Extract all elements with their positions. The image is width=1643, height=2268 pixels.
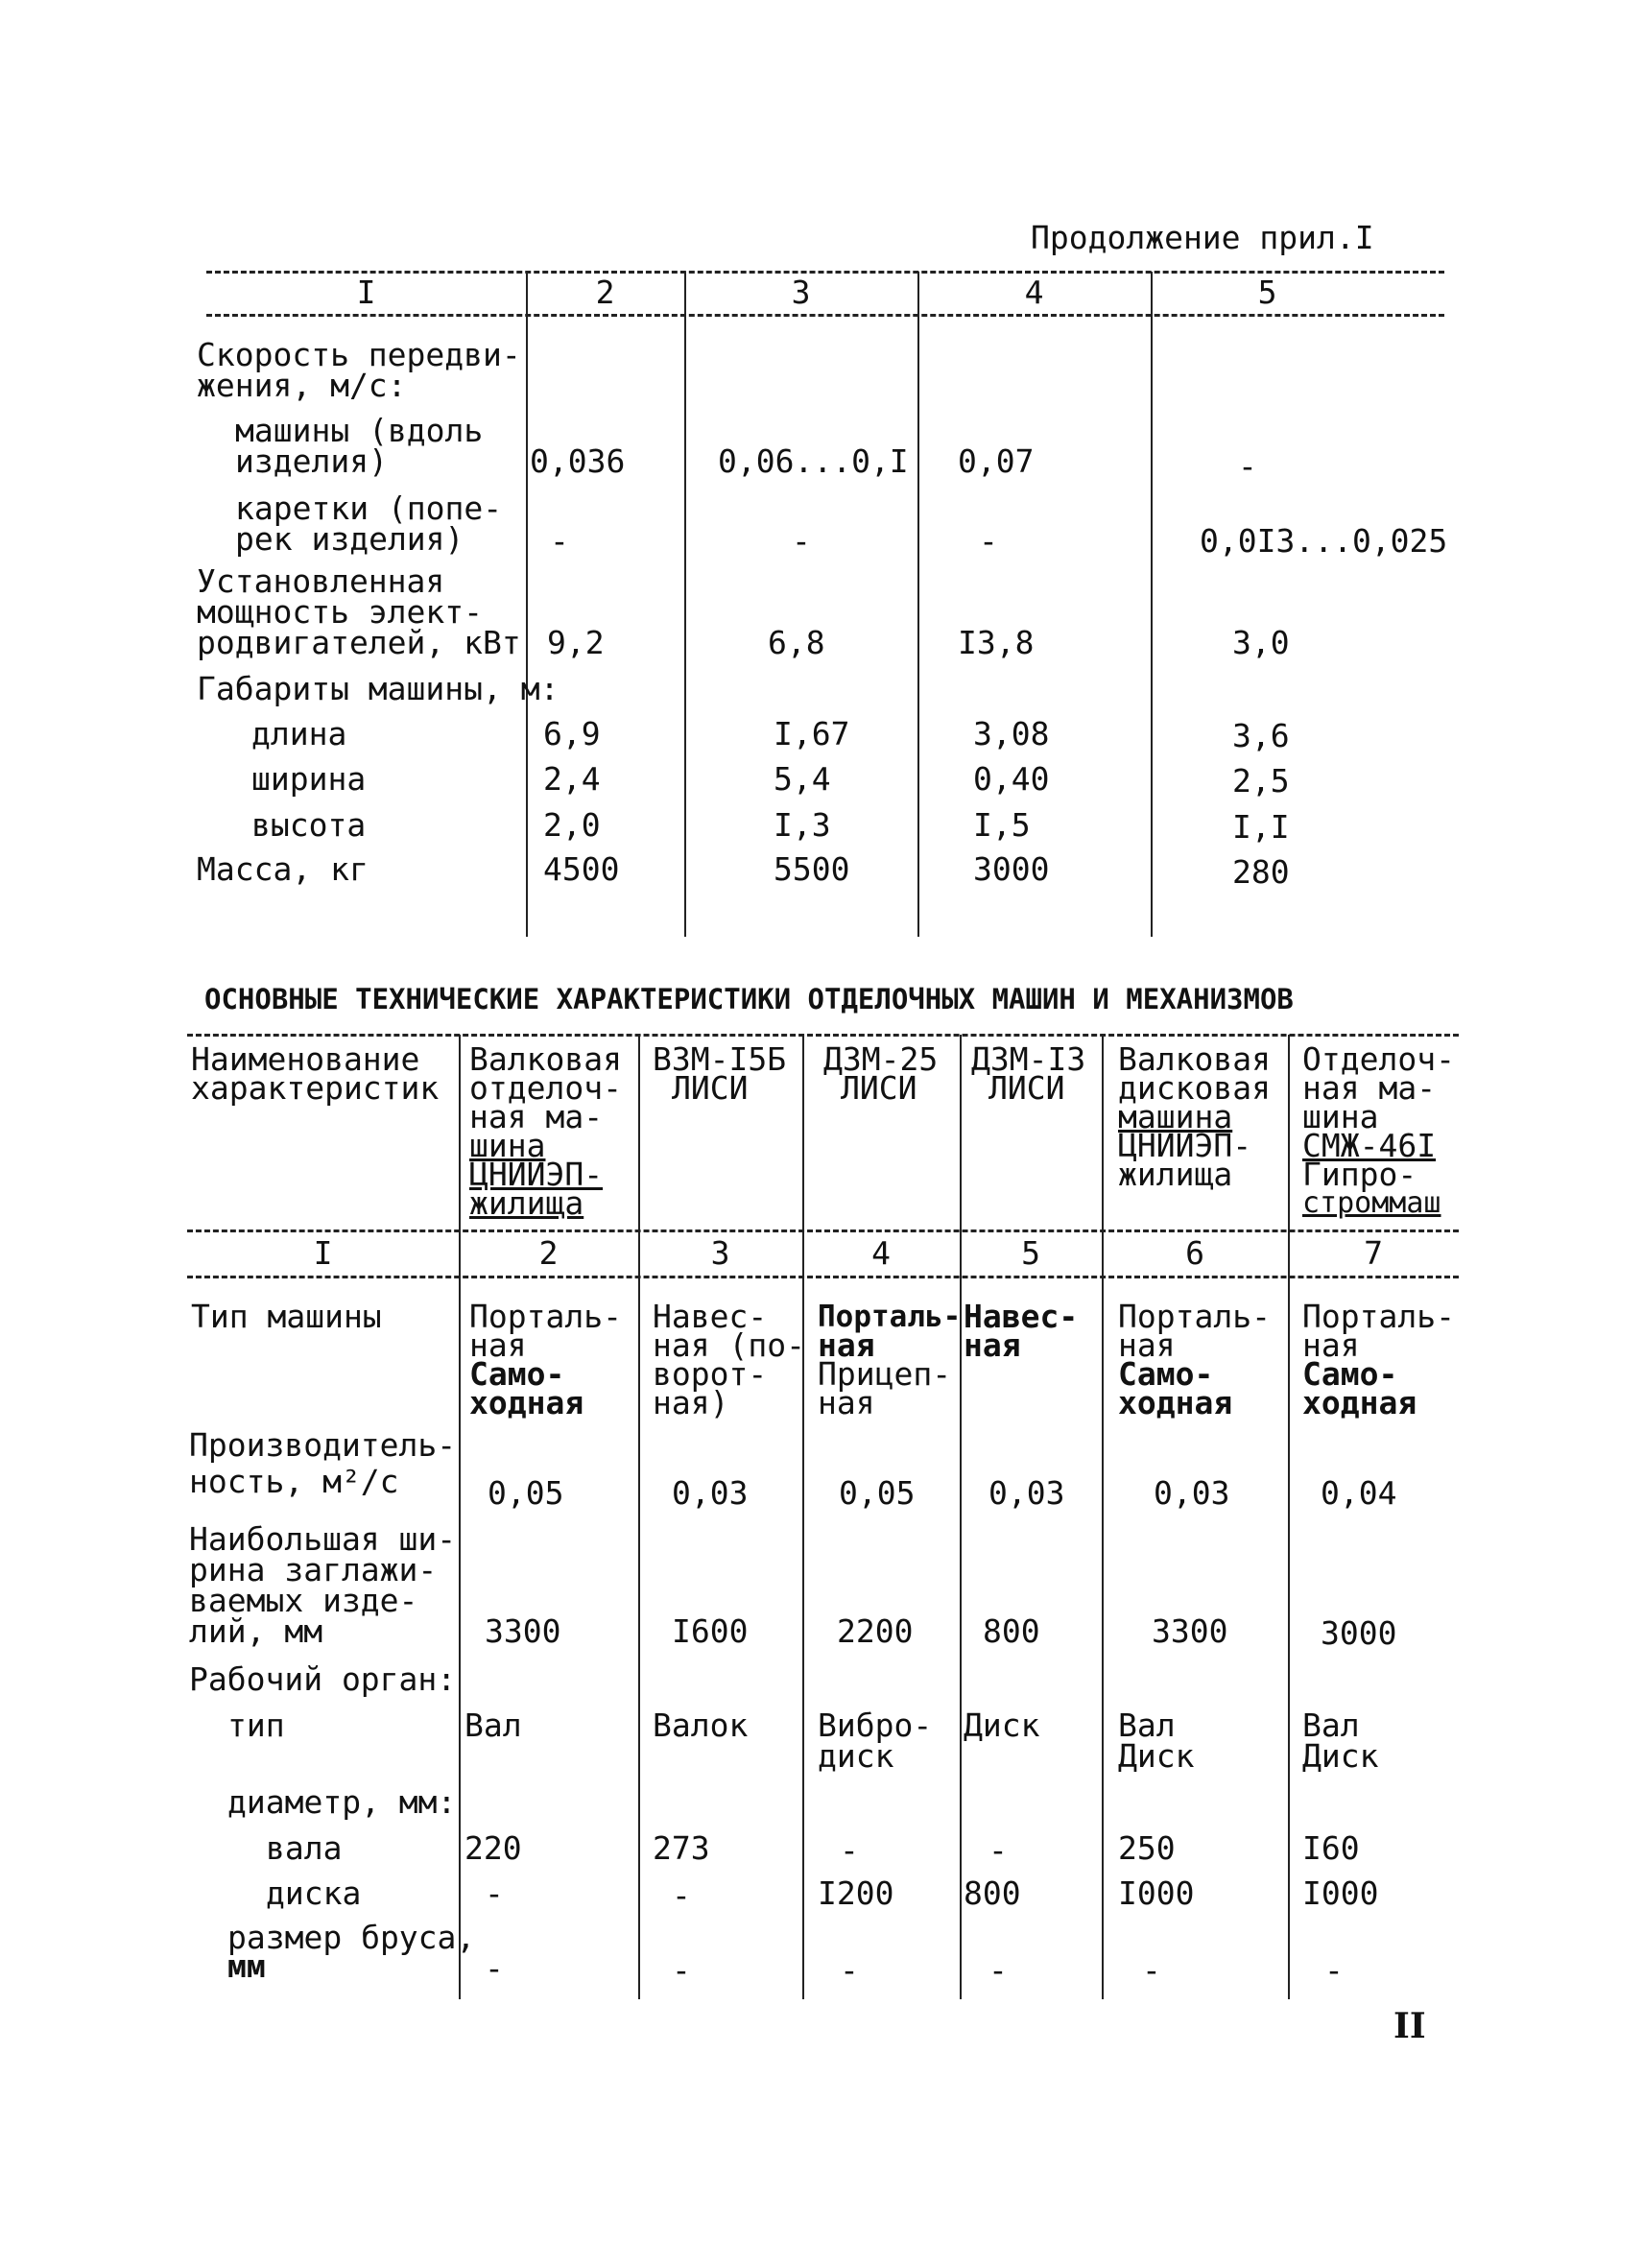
header-label: ная ма- [469,1098,604,1135]
cell: - [1238,447,1257,485]
page-number: II [1393,2006,1426,2046]
cell: - [485,1874,504,1912]
cell: 2,0 [543,806,601,844]
column-divider [638,1035,640,1999]
cell: ная [818,1384,875,1421]
row-label: родвигателей, кВт [197,624,521,661]
cell: 0,03 [1154,1474,1230,1512]
cell: Прицеп- [818,1355,952,1393]
column-divider [1151,272,1153,937]
divider [206,314,1444,317]
header-label: ВЗМ-I5Б [653,1040,787,1078]
row-label: мм [227,1947,266,1985]
cell: Вибро- [818,1707,933,1744]
cell: I600 [672,1612,749,1650]
cell: ходная [469,1384,584,1421]
column-number: 7 [1364,1234,1383,1272]
cell: ная [964,1326,1021,1364]
cell: 3,08 [973,715,1050,752]
row-label: изделия) [235,442,388,480]
cell: 5500 [774,850,850,888]
cell: 3300 [1152,1612,1228,1650]
header-label: ЛИСИ [841,1069,917,1107]
cell: 220 [464,1829,522,1867]
header-label: ДЗМ-25 [823,1040,939,1078]
row-label: Габариты машины, м: [197,670,560,707]
cell: Само- [1302,1355,1398,1393]
cell: - [672,1951,691,1989]
row-label: каретки (попе- [235,489,503,527]
header-label: ДЗМ-I3 [971,1040,1086,1078]
row-label: диаметр, мм: [227,1783,457,1821]
cell: 2200 [837,1612,914,1650]
cell: 250 [1118,1829,1176,1867]
column-divider [684,272,686,937]
table1-header-4: 4 [1024,274,1044,311]
column-number: 5 [1021,1234,1040,1272]
row-label: Наибольшая ши- [189,1520,457,1558]
cell: 280 [1232,853,1290,891]
column-number: 6 [1185,1234,1204,1272]
row-label: ваемых изде- [189,1582,418,1619]
cell: - [792,522,811,560]
cell: ная (по- [653,1326,805,1364]
cell: I,3 [774,806,831,844]
cell: 6,9 [543,715,601,752]
cell: 3000 [1321,1614,1397,1652]
cell: 800 [983,1612,1040,1650]
cell: 0,04 [1321,1474,1397,1512]
cell: I200 [818,1874,894,1912]
row-label: тип [227,1707,285,1744]
header-label: Валковая [469,1040,622,1078]
cell: I3,8 [958,624,1035,661]
cell: ная) [653,1384,729,1421]
cell: 800 [964,1874,1021,1912]
cell: Порталь- [469,1298,622,1335]
row-label: Скорость передви- [197,336,521,373]
row-label: Производитель- [189,1426,457,1464]
row-label: высота [251,806,367,844]
cell: 0,05 [488,1474,564,1512]
header-label: жилища [1118,1156,1233,1193]
row-label: диска [266,1874,362,1912]
column-divider [917,272,919,937]
cell: ходная [1302,1384,1417,1421]
cell: Диск [964,1707,1040,1744]
cell: Навес- [653,1298,768,1335]
cell: ная [469,1326,527,1364]
cell: - [550,522,569,560]
cell: Само- [469,1355,565,1393]
cell: - [840,1831,859,1869]
table1-header-2: 2 [595,274,615,311]
row-label: Рабочий орган: [189,1660,457,1698]
cell: Вал [1302,1707,1360,1744]
cell: ная [1118,1326,1176,1364]
cell: диск [818,1737,894,1775]
row-label: Установленная [197,562,445,600]
header-label: ЦНИИЭП- [469,1156,604,1193]
header-label: шина [1302,1098,1379,1135]
column-divider [802,1035,804,1999]
cell: - [988,1831,1008,1869]
cell: 3,0 [1232,624,1290,661]
cell: 0,03 [988,1474,1065,1512]
cell: 3,6 [1232,717,1290,754]
cell: I,5 [973,806,1031,844]
continuation-note: Продолжение прил.I [1031,219,1374,256]
cell: I,I [1232,808,1290,846]
cell: Валок [653,1707,749,1744]
header-label: ЛИСИ [988,1069,1065,1107]
cell: ная [1302,1326,1360,1364]
row-label: машины (вдоль [235,412,484,449]
header-label: Отделоч- [1302,1040,1455,1078]
row-label: жения, м/с: [197,367,407,404]
row-label: мощность элект- [197,593,484,631]
cell: - [672,1876,691,1914]
column-number: 4 [871,1234,891,1272]
row-label: ность, м²/с [189,1463,399,1500]
cell: Навес- [964,1298,1079,1335]
cell: Порталь- [1302,1298,1455,1335]
header-label: строммаш [1302,1186,1441,1220]
cell: I000 [1118,1874,1195,1912]
cell: - [979,522,998,560]
header-label: ЛИСИ [672,1069,749,1107]
row-label: вала [266,1829,343,1867]
cell: Вал [464,1707,522,1744]
cell: ходная [1118,1384,1233,1421]
table1-header-5: 5 [1257,274,1277,311]
column-divider [1288,1035,1290,1999]
divider [187,1034,1459,1037]
cell: - [988,1951,1008,1989]
row-label: лий, мм [189,1612,323,1650]
table1-header-1: I [356,274,376,311]
header-label: Валковая [1118,1040,1271,1078]
divider [187,1229,1459,1232]
column-number: I [313,1234,333,1272]
cell: ворот- [653,1355,768,1393]
row-label: Тип машины [191,1298,382,1335]
cell: 5,4 [774,760,831,798]
column-divider [960,1035,962,1999]
row-label: длина [251,715,347,752]
cell: 273 [653,1829,710,1867]
column-number: 3 [710,1234,730,1272]
cell: 0,05 [839,1474,916,1512]
header-label: характеристик [191,1069,440,1107]
header-label: Гипро- [1302,1156,1417,1193]
header-label: ная ма- [1302,1069,1437,1107]
cell: 6,8 [768,624,825,661]
header-label: шина [469,1127,546,1164]
cell: Само- [1118,1355,1214,1393]
cell: 0,0I3...0,025 [1200,522,1448,560]
cell: 9,2 [547,624,605,661]
row-label: размер бруса, [227,1919,476,1956]
divider [187,1276,1459,1278]
cell: I000 [1302,1874,1379,1912]
cell: I60 [1302,1829,1360,1867]
cell: I,67 [774,715,850,752]
cell: - [1142,1951,1161,1989]
row-label: рек изделия) [235,520,464,558]
header-label: СМЖ-46I [1302,1127,1437,1164]
cell: 2,4 [543,760,601,798]
cell: 4500 [543,850,620,888]
cell: Порталь- [1118,1298,1271,1335]
cell: 0,07 [958,442,1035,480]
header-label: жилища [469,1184,584,1222]
row-label: ширина [251,760,367,798]
cell: 2,5 [1232,762,1290,800]
cell: 0,036 [530,442,626,480]
row-label: рина заглажи- [189,1551,438,1588]
cell: - [1324,1951,1344,1989]
cell: Диск [1302,1737,1379,1775]
cell: - [840,1951,859,1989]
column-divider [1102,1035,1104,1999]
cell: Диск [1118,1737,1195,1775]
column-number: 2 [538,1234,559,1272]
header-label: машина [1118,1098,1233,1135]
cell: 3300 [485,1612,561,1650]
cell: - [485,1949,504,1987]
cell: 0,40 [973,760,1050,798]
cell: ная [818,1326,875,1364]
section-title: ОСНОВНЫЕ ТЕХНИЧЕСКИЕ ХАРАКТЕРИСТИКИ ОТДЕЛОЧНЫХ МАШИН И МЕХАНИЗМОВ [204,983,1294,1015]
header-label: дисковая [1118,1069,1271,1107]
column-divider [459,1035,461,1999]
cell: Порталь- [818,1300,962,1334]
column-divider [526,272,528,937]
row-label: Масса, кг [197,850,369,888]
cell: Вал [1118,1707,1176,1744]
cell: 0,06...0,I [718,442,909,480]
cell: 0,03 [672,1474,749,1512]
header-label: отделоч- [469,1069,622,1107]
cell: 3000 [973,850,1050,888]
table1-header-3: 3 [791,274,811,311]
header-label: ЦНИИЭП- [1118,1127,1252,1164]
header-label: Наименование [191,1040,420,1078]
